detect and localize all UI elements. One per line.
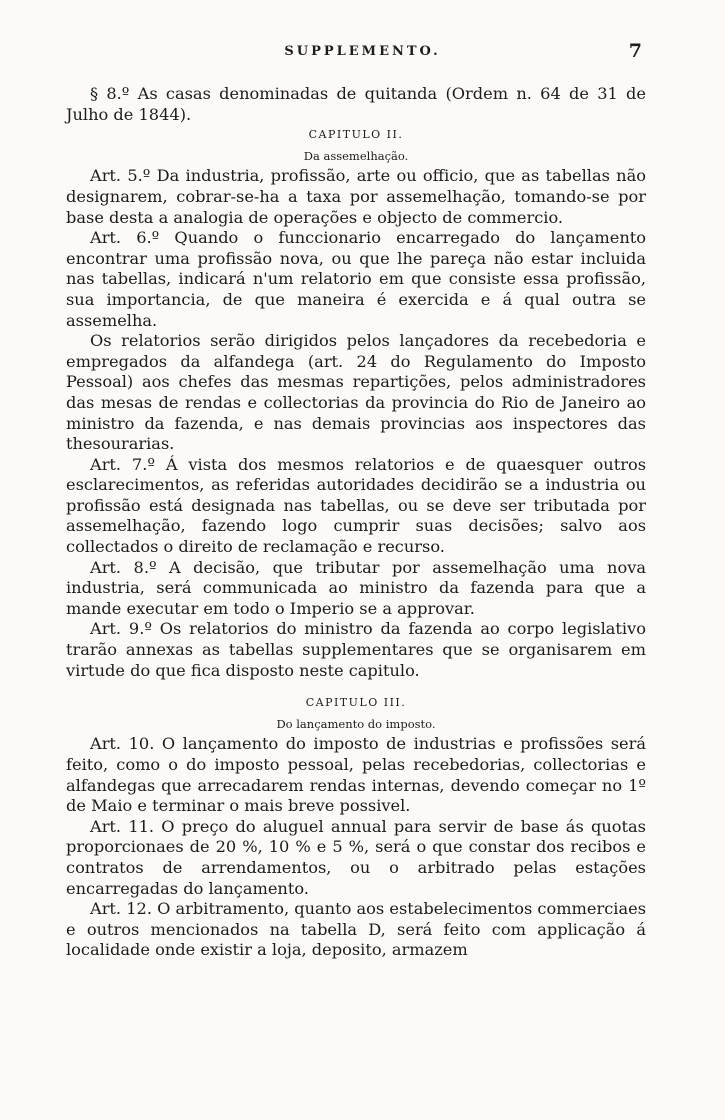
paragraph-art-9: Art. 9.º Os relatorios do ministro da fazenda ao corpo legislativo trarão annexas as tabellas supplementares que se organisarem em virtude do que fica disposto neste capitulo. — [66, 619, 646, 680]
chapter-2-subtitle: Da assemelhação. — [303, 148, 409, 163]
paragraph-relatorios: Os relatorios serão dirigidos pelos lançadores da recebedoria e empregados da alfandega (art. 24 do Regulamento do Imposto Pessoal) aos chefes das mesmas repartições, pelos administradores das mesas de rendas e collectorias da provincia do Rio de Janeiro ao ministro da fazenda, e nas demais provincias aos inspectores das thesourarias. — [66, 331, 646, 454]
paragraph-section-8: § 8.º As casas denominadas de quitanda (Ordem n. 64 de 31 de Julho de 1844). — [66, 84, 646, 124]
paragraph-art-5: Art. 5.º Da industria, profissão, arte ou officio, que as tabellas não designarem, cobrar-se-ha a taxa por assemelhação, tomando-se por base desta a analogia de operações e objecto de commercio. — [66, 166, 646, 227]
paragraph-art-11: Art. 11. O preço do aluguel annual para servir de base ás quotas proporcionaes de 20 %, 10 % e 5 %, será o que constar dos recibos e contratos de arrendamentos, ou o arbitrado pelas estações encarregadas do lançamento. — [66, 816, 646, 898]
paragraph-art-7: Art. 7.º Á vista dos mesmos relatorios e de quaesquer outros esclarecimentos, as referidas autoridades decidirão se a industria ou profissão está designada nas tabellas, ou se deve ser tributada por assemelhação, fazendo logo cumprir suas decisões; salvo aos collectados o direito de reclamação e recurso. — [66, 454, 646, 557]
chapter-3-title: CAPITULO III. — [305, 696, 407, 710]
chapter-spacer — [66, 681, 646, 693]
running-title: SUPPLEMENTO. — [284, 44, 441, 59]
chapter-2-title: CAPITULO II. — [308, 128, 404, 142]
chapter-3-subtitle: Do lançamento do imposto. — [276, 716, 436, 731]
paragraph-art-6: Art. 6.º Quando o funccionario encarregado do lançamento encontrar uma profissão nova, ou que lhe pareça não estar incluida nas tabellas, indicará n'um relatorio em que consiste essa profissão, sua importancia, de que maneira é exercida e á qual outra se assemelha. — [66, 228, 646, 330]
paragraph-art-8: Art. 8.º A decisão, que tributar por assemelhação uma nova industria, será communicada ao ministro da fazenda para que a mande executar em todo o Imperio se a approvar. — [66, 557, 646, 618]
paragraph-art-10: Art. 10. O lançamento do imposto de industrias e profissões será feito, como o do imposto pessoal, pelas recebedorias, collectorias e alfandegas que arrecadarem rendas internas, devendo começar no 1º de Maio e terminar o mais breve possivel. — [66, 734, 646, 816]
paragraph-art-12: Art. 12. O arbitramento, quanto aos estabelecimentos commerciaes e outros mencionados na tabella D, será feito com applicação á localidade onde existir a loja, deposito, armazem — [66, 899, 647, 960]
page-body — [66, 84, 646, 961]
page-number: 7 — [628, 40, 642, 62]
